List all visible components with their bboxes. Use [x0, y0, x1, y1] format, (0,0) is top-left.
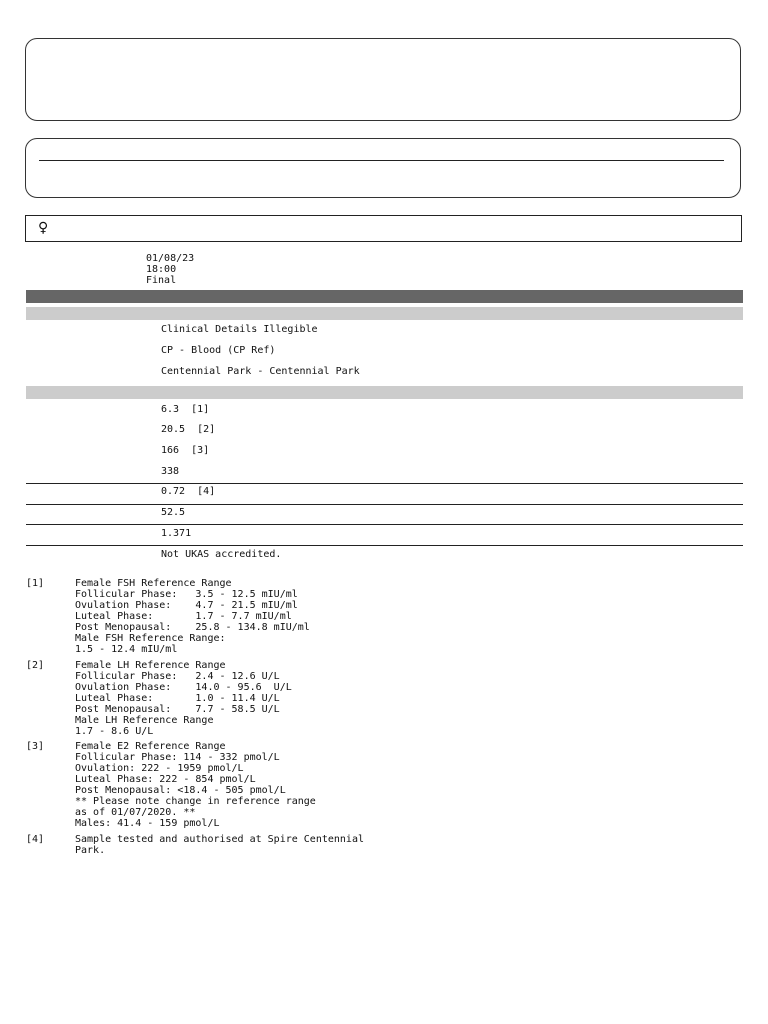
footnote-number: [4]	[26, 834, 45, 845]
result-row	[161, 466, 179, 478]
footnote-number: [1]	[26, 578, 45, 589]
footnote-text: Female FSH Reference Range Follicular Phase: 3.5 - 12.5 mIU/ml Ovulation Phase: 4.7 - 21.5 mIU/ml Luteal Phase: 1.7 - 7.7 mIU/ml Post Menopausal: 25.8 - 134.8 mIU/ml Male FSH Reference Range: 1.5 - 12.4 mIU/ml	[75, 578, 310, 655]
result-ref: [2]	[197, 424, 216, 435]
result-value: 166	[161, 445, 180, 456]
patient-info-bar	[25, 215, 742, 242]
specimen: CP - Blood (CP Ref)	[161, 345, 276, 356]
row-divider	[26, 524, 743, 525]
location: Centennial Park - Centennial Park	[161, 366, 360, 377]
result-value: 0.72	[161, 486, 186, 497]
result-value: Not UKAS accredited.	[161, 549, 282, 560]
accreditation-note	[161, 549, 281, 561]
row-divider	[26, 483, 743, 484]
footnote-text: Female E2 Reference Range Follicular Phase: 114 - 332 pmol/L Ovulation: 222 - 1959 pmol/L Luteal Phase: 222 - 854 pmol/L Post Menopausal: <18.4 - 505 pmol/L ** Please note change in reference range as of 01/07/2020. ** Males: 41.4 - 159 pmol/L	[75, 741, 316, 829]
result-row	[161, 445, 209, 457]
section-header-bar	[26, 290, 743, 303]
result-value: 20.5	[161, 424, 186, 435]
row-divider	[26, 504, 743, 505]
report-status: Final	[146, 275, 177, 286]
footnote-number: [3]	[26, 741, 45, 752]
footnote-text: Sample tested and authorised at Spire Centennial Park.	[75, 834, 364, 856]
patient-details-box	[25, 138, 741, 198]
footnote-text: Female LH Reference Range Follicular Phase: 2.4 - 12.6 U/L Ovulation Phase: 14.0 - 95.6 U/L Luteal Phase: 1.0 - 11.4 U/L Post Menopausal: 7.7 - 58.5 U/L Male LH Reference Range 1.7 - 8.6 U/L	[75, 660, 292, 737]
result-row	[161, 528, 191, 540]
header-box	[25, 38, 741, 121]
result-value: 338	[161, 466, 180, 477]
result-ref: [1]	[191, 404, 210, 415]
result-row	[161, 424, 215, 436]
result-row	[161, 404, 209, 416]
report-meta	[146, 253, 194, 286]
result-value: 6.3	[161, 404, 180, 415]
footnote-number: [2]	[26, 660, 45, 671]
divider-line	[39, 160, 724, 161]
results-section-bar	[26, 386, 743, 399]
report-time: 18:00	[146, 264, 177, 275]
report-date: 01/08/23	[146, 253, 195, 264]
clinical-details: Clinical Details Illegible	[161, 324, 318, 335]
result-value: 1.371	[161, 528, 192, 539]
clinical-section-bar	[26, 307, 743, 320]
row-divider	[26, 545, 743, 546]
result-ref: [4]	[197, 486, 216, 497]
result-row	[161, 486, 215, 498]
female-gender-icon: ♀	[38, 220, 49, 236]
result-ref: [3]	[191, 445, 210, 456]
result-row	[161, 507, 185, 519]
result-value: 52.5	[161, 507, 186, 518]
